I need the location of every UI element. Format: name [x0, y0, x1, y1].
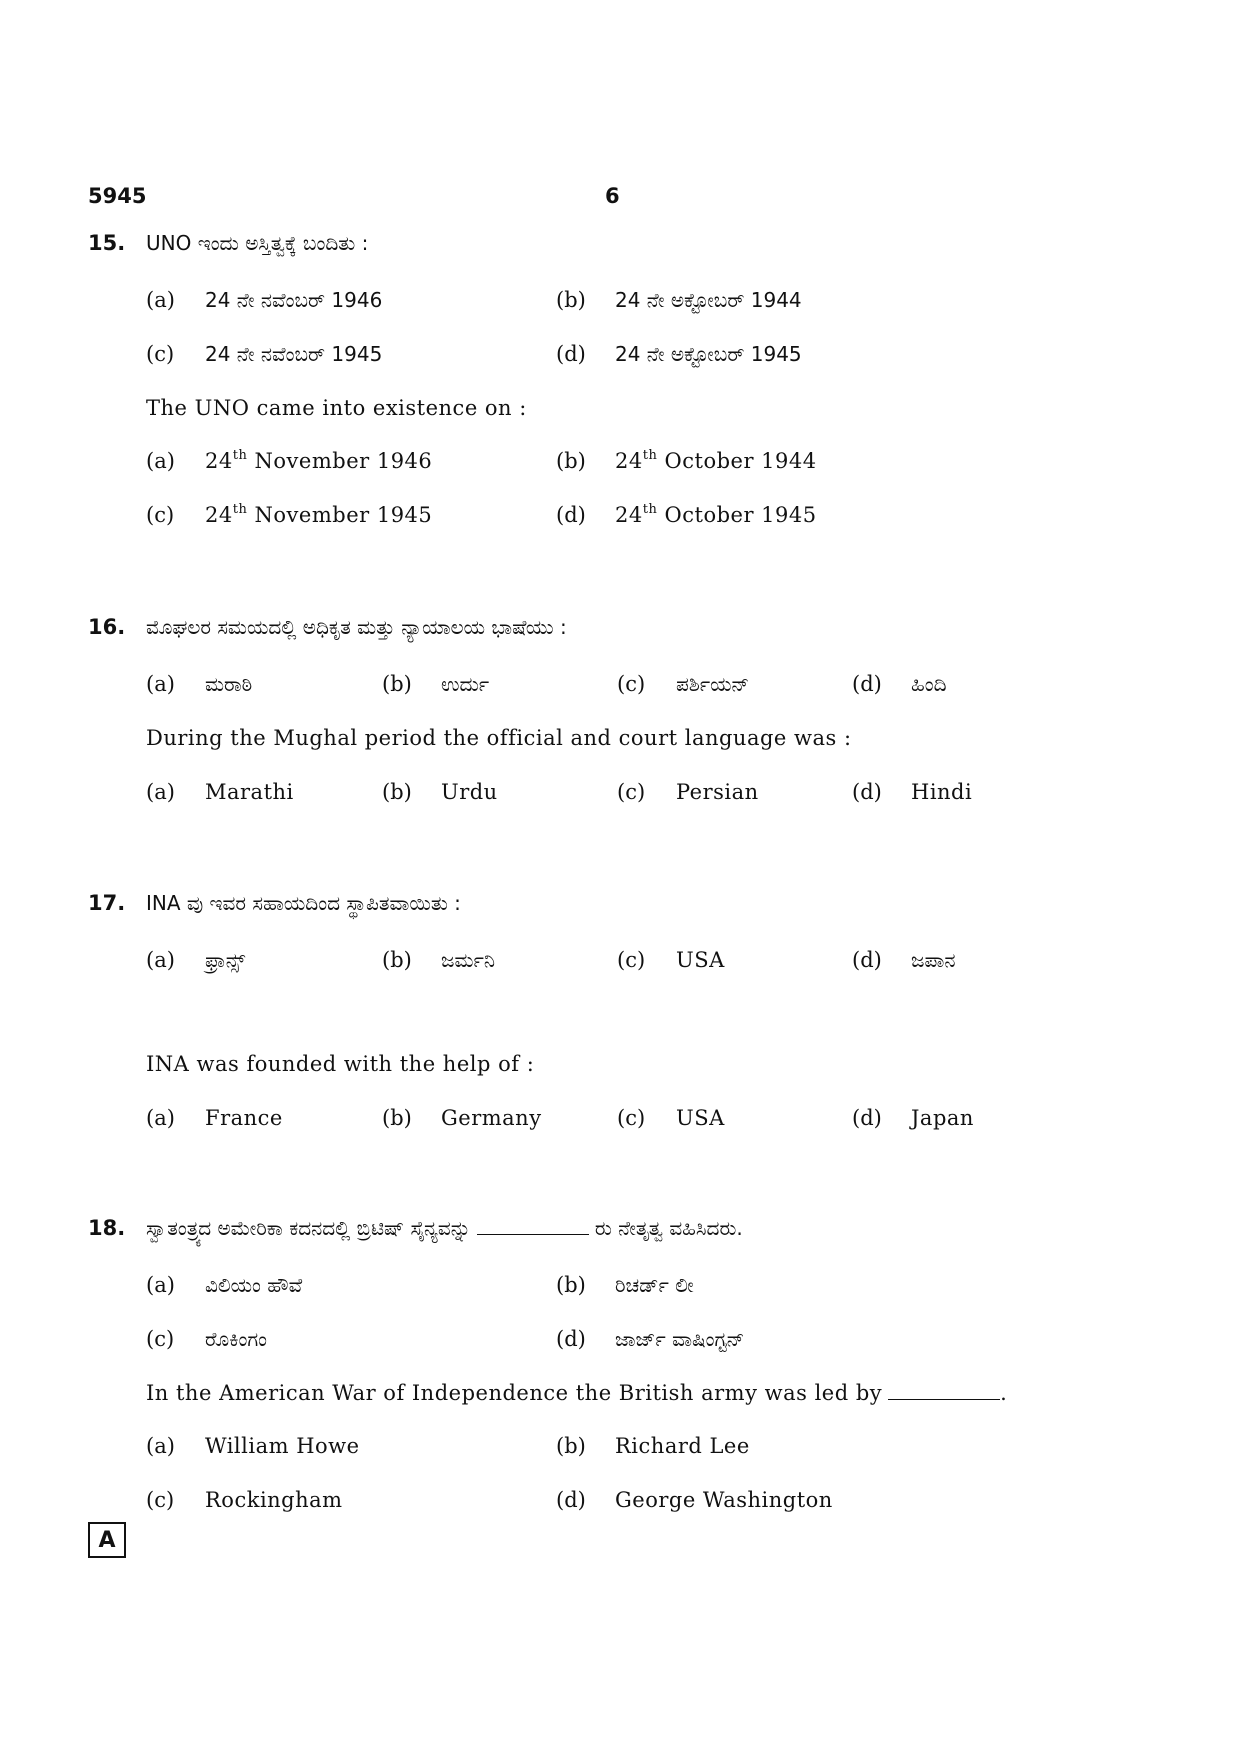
- question-text-kannada: ಸ್ವಾತಂತ್ರ್ಯದ ಅಮೇರಿಕಾ ಕದನದಲ್ಲಿ ಬ್ರಿಟಿಷ್ ಸೈನ್ಯವನ್ನು ರು ನೇತೃತ್ವ ವಹಿಸಿದರು.: [146, 1216, 743, 1240]
- option-text-english: 24th October 1945: [615, 502, 817, 527]
- question-number: 17.: [88, 891, 126, 915]
- option-text-kannada: ಜಾರ್ಜ್ ವಾಷಿಂಗ್ಟನ್: [615, 1327, 745, 1351]
- option-label: (c): [617, 780, 646, 804]
- option-text-kannada: ವಿಲಿಯಂ ಹೌವೆ: [205, 1273, 303, 1297]
- option-text-english: Persian: [676, 780, 759, 804]
- option-label: (a): [146, 948, 175, 972]
- option-label: (b): [556, 449, 586, 473]
- option-label: (d): [556, 342, 586, 366]
- option-text-kannada: 24 ನೇ ಅಕ್ಟೋಬರ್ 1944: [615, 288, 802, 312]
- question-number: 18.: [88, 1216, 126, 1240]
- option-text-english: Hindi: [911, 780, 973, 804]
- option-label: (b): [556, 288, 586, 312]
- option-text-kannada: 24 ನೇ ಅಕ್ಟೋಬರ್ 1945: [615, 342, 802, 366]
- option-text-english: George Washington: [615, 1488, 833, 1512]
- option-text-english: Germany: [441, 1106, 542, 1130]
- option-label: (c): [146, 342, 175, 366]
- option-text-kannada: ಮರಾಠಿ: [205, 672, 253, 696]
- option-label: (d): [852, 1106, 882, 1130]
- option-label: (d): [852, 780, 882, 804]
- option-label: (c): [617, 948, 646, 972]
- option-text-english: 24th November 1945: [205, 502, 433, 527]
- option-label: (b): [556, 1273, 586, 1297]
- question-number: 15.: [88, 231, 126, 255]
- option-label: (c): [146, 1327, 175, 1351]
- option-text-english: Japan: [911, 1106, 974, 1130]
- answer-blank: [477, 1234, 589, 1235]
- option-text-english: Rockingham: [205, 1488, 343, 1512]
- option-text-kannada: ಪರ್ಶಿಯನ್: [676, 672, 750, 696]
- option-label: (b): [382, 780, 412, 804]
- question-text-kannada: ಮೊಘಲರ ಸಮಯದಲ್ಲಿ ಅಧಿಕೃತ ಮತ್ತು ನ್ಯಾಯಾಲಯ ಭಾಷೆಯು :: [146, 615, 567, 639]
- option-label: (d): [556, 1327, 586, 1351]
- option-text-english: Richard Lee: [615, 1434, 750, 1458]
- option-text-english: 24th November 1946: [205, 448, 433, 473]
- option-text-kannada: ಫ್ರಾನ್ಸ್: [205, 948, 246, 972]
- option-label: (b): [382, 948, 412, 972]
- option-text-english: 24th October 1944: [615, 448, 817, 473]
- option-label: (a): [146, 288, 175, 312]
- option-text-english: Marathi: [205, 780, 294, 804]
- option-label: (a): [146, 672, 175, 696]
- option-label: (c): [617, 1106, 646, 1130]
- question-text-kannada: INA ವು ಇವರ ಸಹಾಯದಿಂದ ಸ್ಥಾಪಿತವಾಯಿತು :: [146, 891, 461, 915]
- option-text-kannada: ಉರ್ದು: [441, 672, 490, 696]
- option-label: (d): [556, 1488, 586, 1512]
- option-text-kannada: 24 ನೇ ನವೆಂಬರ್ 1946: [205, 288, 383, 312]
- page-number: 6: [605, 184, 620, 208]
- option-label: (b): [382, 1106, 412, 1130]
- question-text-english: INA was founded with the help of :: [146, 1052, 535, 1076]
- question-text-english: In the American War of Independence the British army was led by .: [146, 1381, 1008, 1405]
- paper-code: 5945: [88, 184, 147, 208]
- option-label: (d): [852, 948, 882, 972]
- question-text-english: The UNO came into existence on :: [146, 396, 527, 420]
- option-label: (d): [852, 672, 882, 696]
- option-label: (c): [146, 503, 175, 527]
- option-text-kannada: USA: [676, 948, 725, 972]
- option-label: (b): [556, 1434, 586, 1458]
- option-label: (a): [146, 1106, 175, 1130]
- question-text-kannada: UNO ಇಂದು ಅಸ್ತಿತ್ವಕ್ಕೆ ಬಂದಿತು :: [146, 231, 369, 255]
- version-box: A: [88, 1522, 126, 1558]
- option-label: (a): [146, 1273, 175, 1297]
- question-number: 16.: [88, 615, 126, 639]
- option-text-english: William Howe: [205, 1434, 360, 1458]
- option-text-english: USA: [676, 1106, 725, 1130]
- option-text-english: France: [205, 1106, 283, 1130]
- option-text-kannada: 24 ನೇ ನವೆಂಬರ್ 1945: [205, 342, 383, 366]
- option-label: (d): [556, 503, 586, 527]
- option-text-kannada: ಹಿಂದಿ: [911, 672, 947, 696]
- option-label: (b): [382, 672, 412, 696]
- option-text-english: Urdu: [441, 780, 498, 804]
- option-label: (c): [617, 672, 646, 696]
- option-text-kannada: ರಿಚರ್ಡ್ ಲೀ: [615, 1273, 694, 1297]
- question-text-english: During the Mughal period the official and court language was :: [146, 726, 852, 750]
- option-text-kannada: ಜರ್ಮನಿ: [441, 948, 495, 972]
- option-label: (a): [146, 1434, 175, 1458]
- option-label: (a): [146, 780, 175, 804]
- option-text-kannada: ಜಪಾನ: [911, 948, 956, 972]
- option-label: (c): [146, 1488, 175, 1512]
- option-label: (a): [146, 449, 175, 473]
- option-text-kannada: ರೊಕಿಂಗಂ: [205, 1327, 268, 1351]
- answer-blank: [888, 1399, 1000, 1400]
